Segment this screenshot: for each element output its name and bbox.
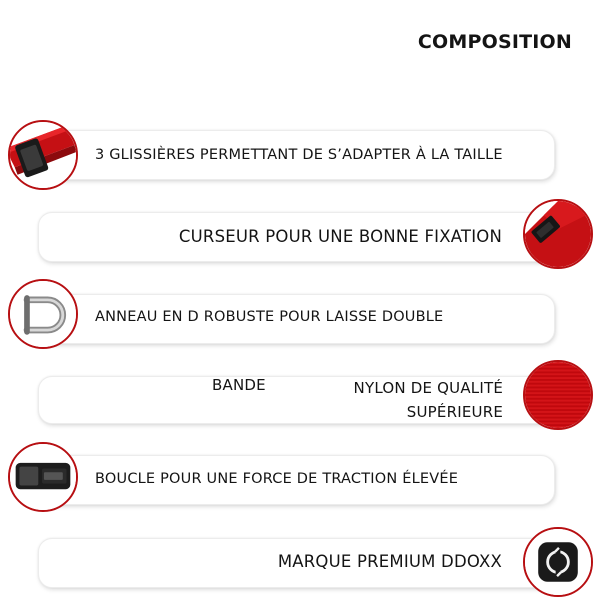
cursor-slider-icon (523, 199, 593, 269)
feature-label-sliders: 3 GLISSIÈRES PERMETTANT DE S’ADAPTER À LA TAILLE (95, 147, 503, 163)
buckle-icon (8, 442, 78, 512)
feature-label-band: BANDE (212, 376, 266, 394)
feature-label-buckle: BOUCLE POUR UNE FORCE DE TRACTION ÉLEVÉE (95, 471, 459, 487)
feature-label-cursor: CURSEUR POUR UNE BONNE FIXATION (178, 227, 502, 246)
ddoxx-logo-icon (523, 527, 593, 597)
feature-label-brand: MARQUE PREMIUM DDOXX (277, 552, 502, 571)
nylon-webbing-icon (523, 360, 593, 430)
slider-buckle-icon (8, 120, 78, 190)
page-title: COMPOSITION (417, 31, 572, 53)
feature-label-nylon: NYLON DE QUALITÉ SUPÉRIEURE (353, 379, 503, 421)
feature-label-d-ring: ANNEAU EN D ROBUSTE POUR LAISSE DOUBLE (95, 309, 444, 325)
d-ring-icon (8, 279, 78, 349)
